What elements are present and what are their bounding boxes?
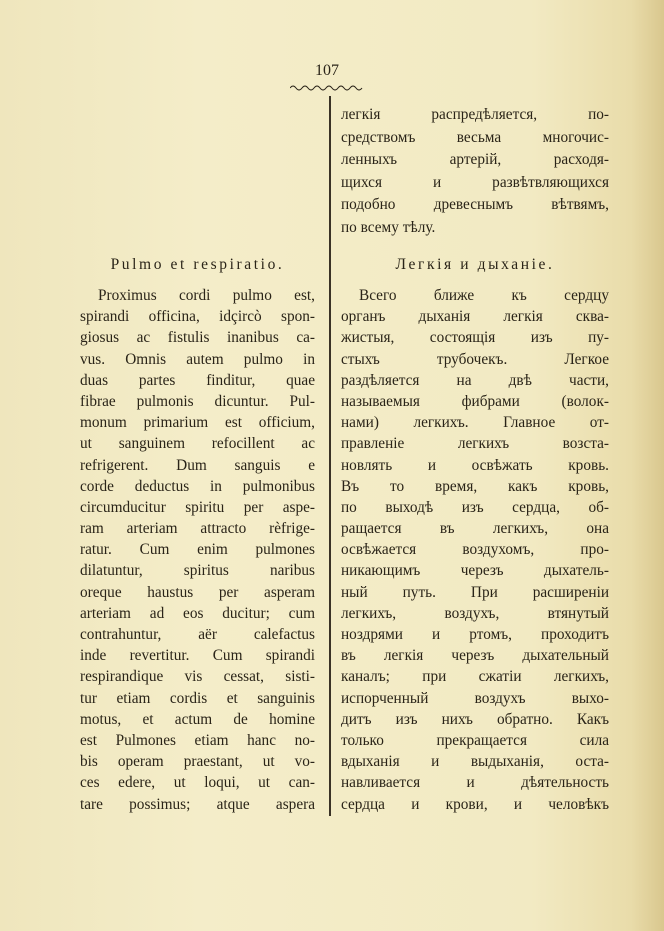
text-line: называемыя фибрами (волок- [341, 392, 609, 410]
russian-column [341, 254, 609, 815]
text-line: въ легкія черезъ дыхательный [341, 647, 609, 665]
text-line: дитъ изъ нихъ обратно. Какъ [341, 710, 609, 728]
latin-column [80, 254, 315, 815]
text-line: навливается и дѣятельность [341, 774, 609, 792]
text-line: corde deductus in pulmonibus [80, 477, 315, 495]
text-line: жистыя, состоящія изъ пу- [341, 329, 609, 347]
text-line: средствомъ весьма многочис- [341, 128, 609, 146]
text-line: органъ дыханія легкія сква- [341, 308, 609, 326]
text-line: giosus ac fistulis inanibus ca- [80, 329, 315, 347]
text-line: вдыханія и выдыханія, оста- [341, 753, 609, 771]
text-line: duas partes finditur, quae [80, 371, 315, 389]
text-line: ces edere, ut loqui, ut can- [80, 774, 315, 792]
text-line: ut sanguinem refocillent ac [80, 435, 315, 453]
text-line: ram arteriam attracto rèfrige- [80, 520, 315, 538]
russian-column-continuation [341, 104, 609, 240]
text-line: ноздрями и ртомъ, проходитъ [341, 626, 609, 643]
text-line: щихся и развѣтвляющихся [341, 173, 609, 191]
text-line: motus, et actum de homine [80, 710, 315, 728]
text-line: освѣжается воздухомъ, про- [341, 541, 609, 559]
text-line: monum primarium est officium, [80, 414, 315, 432]
text-line: bis operam praestant, ut vo- [80, 753, 315, 771]
wavy-ornament [290, 84, 364, 92]
text-line: каналъ; при сжатіи легкихъ, [341, 668, 609, 686]
text-line: правленіе легкихъ возста- [341, 435, 609, 453]
text-line: сердца и крови, и человѣкъ [341, 795, 609, 813]
text-line: circumducitur spiritu per aspe- [80, 498, 315, 516]
text-line: ращается въ легкихъ, она [341, 520, 609, 538]
column-divider [329, 96, 331, 816]
text-line: dilatuntur, spiritus naribus [80, 562, 315, 580]
text-line: Въ то время, какъ кровь, [341, 477, 609, 495]
text-line: новлять и освѣжать кровь. [341, 456, 609, 474]
text-line: ный путь. При расширеніи [341, 583, 609, 601]
text-line: Всего ближе къ сердцу [359, 287, 609, 304]
text-line: inde revertitur. Cum spirandi [80, 647, 315, 665]
text-line: по всему тѣлу. [341, 218, 436, 236]
text-line: испорченный воздухъ выхо- [341, 689, 609, 707]
text-line: refrigerent. Dum sanguis e [80, 456, 315, 474]
text-line: нами) легкихъ. Главное от- [341, 414, 609, 432]
page-number: 107 [315, 62, 339, 79]
latin-heading: Pulmo et respiratio. [110, 256, 285, 273]
text-line: никающимъ черезъ дыхатель- [341, 562, 609, 580]
text-line: fibrae pulmonis dicuntur. Pul- [80, 392, 315, 410]
text-line: подобно древеснымъ вѣтвямъ, [341, 196, 609, 214]
text-line: oreque haustus per asperam [80, 583, 315, 601]
text-line: spirandi officina, idçircò spon- [80, 308, 315, 326]
text-line: vus. Omnis autem pulmo in [80, 350, 315, 368]
text-line: tur etiam cordis et sanguinis [80, 689, 315, 707]
text-line: раздѣляется на двѣ части, [341, 371, 609, 389]
text-line: только прекращается сила [341, 731, 609, 749]
text-line: легкихъ, воздухъ, втянутый [341, 604, 609, 622]
text-line: легкія распредѣляется, по- [341, 106, 609, 123]
text-line: tare possimus; atque aspera [80, 795, 315, 813]
text-line: respirandique vis cessat, sisti- [80, 668, 315, 686]
text-line: по выходѣ изъ сердца, об- [341, 498, 609, 516]
text-line: стыхъ трубочекъ. Легкое [341, 350, 609, 368]
text-line: ленныхъ артерій, расходя- [341, 151, 609, 169]
text-line: Proximus cordi pulmo est, [98, 287, 315, 304]
text-line: ratur. Cum enim pulmones [80, 541, 315, 559]
text-line: contrahuntur, aër calefactus [80, 626, 315, 643]
text-line: est Pulmones etiam hanc no- [80, 731, 315, 749]
russian-heading: Легкія и дыханіе. [395, 256, 555, 273]
text-line: arteriam ad eos ducitur; cum [80, 604, 315, 622]
